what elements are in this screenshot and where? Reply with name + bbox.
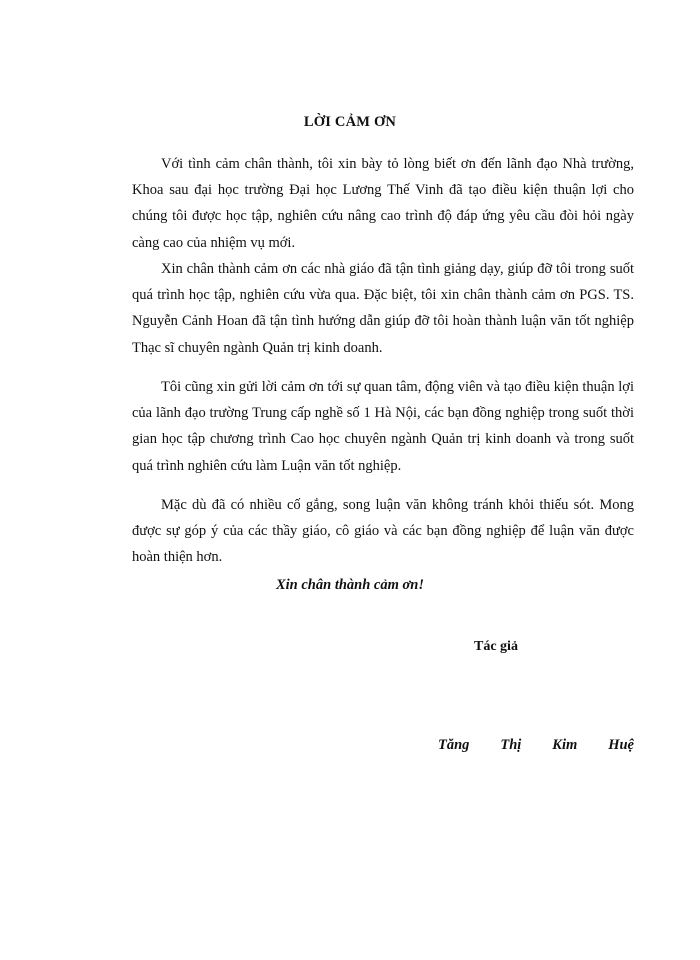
author-name: [438, 737, 634, 754]
author-name-part: Huệ: [608, 737, 634, 753]
closing-line: Xin chân thành cảm ơn!: [275, 577, 424, 593]
paragraph-2: Xin chân thành cảm ơn các nhà giáo đã tận tình giảng dạy, giúp đỡ tôi trong suốt quá trình học tập, nghiên cứu vừa qua. Đặc biệt, tôi xin chân thành cảm ơn PGS. TS. Nguyễn Cảnh Hoan đã tận tình hướng dẫn giúp đỡ tôi hoàn thành luận văn tốt nghiệp Thạc sĩ chuyên ngành Quản trị kinh doanh.: [132, 261, 634, 356]
page-title: LỜI CẢM ƠN: [303, 114, 397, 130]
paragraph-4: Mặc dù đã có nhiều cố gắng, song luận văn không tránh khỏi thiếu sót. Mong được sự góp ý của các thầy giáo, cô giáo và các bạn đồng nghiệp để luận văn được hoàn thiện hơn.: [132, 497, 634, 566]
author-name-part: Tăng: [438, 737, 470, 753]
author-name-part: Thị: [500, 737, 522, 753]
author-name-part: Kim: [552, 737, 578, 753]
paragraph-1: Với tình cảm chân thành, tôi xin bày tỏ lòng biết ơn đến lãnh đạo Nhà trường, Khoa sau đại học trường Đại học Lương Thế Vinh đã tạo điều kiện thuận lợi cho chúng tôi được học tập, nghiên cứu nâng cao trình độ đáp ứng yêu cầu đòi hỏi ngày càng cao của nhiệm vụ mới.: [132, 156, 634, 251]
paragraph-3: Tôi cũng xin gửi lời cảm ơn tới sự quan tâm, động viên và tạo điều kiện thuận lợi của lãnh đạo trường Trung cấp nghề số 1 Hà Nội, các bạn đồng nghiệp trong suốt thời gian học tập chương trình Cao học chuyên ngành Quản trị kinh doanh và trong suốt quá trình nghiên cứu làm Luận văn tốt nghiệp.: [132, 379, 634, 474]
author-label: Tác giả: [474, 639, 518, 654]
